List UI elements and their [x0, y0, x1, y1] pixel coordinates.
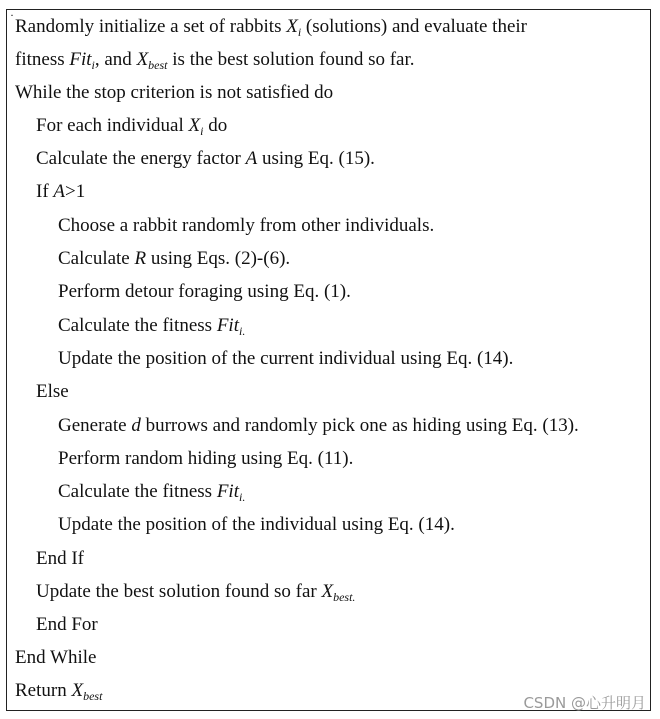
algorithm-line — [15, 45, 415, 75]
algorithm-line — [36, 377, 69, 407]
line-text: fitness — [15, 49, 70, 70]
line-text: End If — [36, 548, 85, 569]
math-subscript: i — [297, 25, 302, 39]
algorithm-line — [58, 277, 351, 307]
algorithm-line — [58, 510, 455, 540]
line-text: Update the position of the current individual using Eq. (14). — [58, 348, 514, 369]
line-text: Calculate the energy factor — [36, 148, 246, 169]
math-symbol: Fit — [69, 49, 92, 70]
line-text: do — [203, 115, 228, 136]
algorithm-line — [36, 544, 84, 574]
algorithm-line — [58, 211, 434, 241]
algorithm-line — [58, 411, 579, 441]
algorithm-line — [36, 144, 375, 174]
math-subscript: i — [200, 124, 204, 138]
algorithm-line — [15, 78, 333, 108]
algorithm-line — [58, 477, 245, 507]
math-subscript: i — [91, 58, 95, 72]
algorithm-line — [15, 12, 527, 42]
line-text: End For — [36, 614, 98, 635]
algorithm-line — [58, 244, 290, 274]
line-text: , and — [94, 49, 137, 70]
algorithm-line — [15, 676, 102, 706]
algorithm-box — [6, 9, 651, 711]
math-symbol: X — [71, 680, 84, 701]
algorithm-line — [36, 577, 355, 607]
math-subscript: best. — [333, 590, 356, 604]
math-symbol: Fit — [216, 481, 239, 502]
line-text: Perform detour foraging using Eq. (1). — [58, 281, 351, 302]
math-symbol: R — [134, 248, 147, 269]
line-text: Randomly initialize a set of rabbits — [15, 16, 287, 37]
line-text: >1 — [65, 181, 86, 202]
math-symbol: X — [136, 49, 149, 70]
algorithm-line — [15, 643, 96, 673]
algorithm-line — [36, 111, 227, 141]
line-text: Perform random hiding using Eq. (11). — [58, 448, 354, 469]
line-text: Update the best solution found so far — [36, 581, 322, 602]
algorithm-line — [36, 610, 98, 640]
algorithm-line — [58, 311, 245, 341]
algorithm-line — [58, 344, 513, 374]
line-text: If — [36, 181, 54, 202]
math-symbol: Fit — [216, 315, 239, 336]
math-symbol: X — [286, 16, 298, 37]
math-symbol: X — [321, 581, 334, 602]
line-text: Calculate the fitness — [58, 315, 217, 336]
line-text: Else — [36, 381, 69, 402]
math-symbol: A — [245, 148, 258, 169]
math-symbol: X — [188, 115, 201, 136]
line-text: is the best solution found so far. — [167, 49, 415, 70]
line-text: burrows and randomly pick one as hiding using Eq. (13). — [140, 415, 579, 436]
line-text: (solutions) and evaluate their — [301, 16, 527, 37]
math-symbol: A — [53, 181, 66, 202]
line-text: Generate — [58, 415, 132, 436]
line-text: For each individual — [36, 115, 189, 136]
math-subscript: i. — [238, 324, 246, 338]
line-text: using Eq. (15). — [257, 148, 375, 169]
math-symbol: d — [131, 415, 141, 436]
line-text: Calculate — [58, 248, 135, 269]
algorithm-line — [58, 444, 353, 474]
line-text: using Eqs. (2)-(6). — [146, 248, 291, 269]
line-text: Calculate the fitness — [58, 481, 217, 502]
line-text: Return — [15, 680, 72, 701]
math-subscript: best — [83, 689, 103, 703]
watermark: CSDN @心￼升明月 — [523, 694, 646, 712]
bullet-mark: · — [10, 8, 14, 22]
line-text: End While — [15, 647, 97, 668]
algorithm-line — [36, 177, 85, 207]
math-subscript: best — [148, 58, 168, 72]
line-text: While the stop criterion is not satisfied do — [15, 82, 334, 103]
line-text: Update the position of the individual using Eq. (14). — [58, 514, 455, 535]
math-subscript: i. — [238, 490, 246, 504]
line-text: Choose a rabbit randomly from other individuals. — [58, 215, 435, 236]
